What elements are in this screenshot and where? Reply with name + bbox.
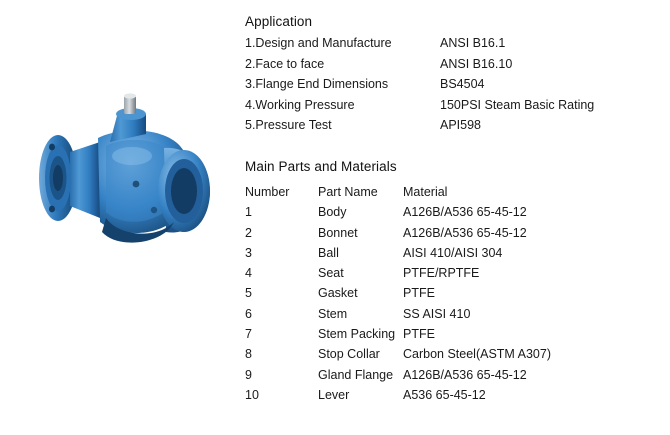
application-value: ANSI B16.10 (440, 56, 513, 71)
application-section-title: Application (245, 14, 313, 29)
part-material: PTFE/RPTFE (403, 266, 480, 281)
part-material: PTFE (403, 286, 435, 301)
application-value: API598 (440, 118, 482, 133)
application-label: 3.Flange End Dimensions (245, 77, 389, 92)
part-material: A536 65-45-12 (403, 387, 486, 402)
part-number: 3 (245, 245, 252, 260)
blue-flanged-ball-valve-photo (14, 90, 226, 280)
table-row (245, 327, 665, 347)
application-table (245, 36, 665, 139)
table-row (245, 307, 665, 327)
part-number: 5 (245, 286, 252, 301)
part-material: A126B/A536 65-45-12 (403, 367, 527, 382)
part-number: 1 (245, 205, 252, 220)
part-material: AISI 410/AISI 304 (403, 245, 503, 260)
specifications-pane (240, 0, 670, 435)
part-name: Ball (318, 245, 339, 260)
table-row (245, 57, 665, 78)
part-material: Carbon Steel(ASTM A307) (403, 347, 551, 362)
column-header-material: Material (403, 185, 448, 199)
application-value: BS4504 (440, 77, 485, 92)
part-material: A126B/A536 65-45-12 (403, 205, 527, 220)
part-number: 9 (245, 367, 252, 382)
application-label: 5.Pressure Test (245, 118, 332, 133)
bonnet-and-stem (110, 93, 146, 142)
table-header-row (245, 185, 665, 205)
part-name: Lever (318, 387, 350, 402)
part-material: A126B/A536 65-45-12 (403, 225, 527, 240)
table-row (245, 77, 665, 98)
part-number: 10 (245, 387, 259, 402)
application-value: ANSI B16.1 (440, 36, 506, 50)
table-row (245, 347, 665, 367)
application-label: 2.Face to face (245, 56, 325, 71)
column-header-part-name: Part Name (318, 185, 378, 199)
part-name: Stem (318, 306, 348, 321)
table-row (245, 36, 665, 57)
part-number: 8 (245, 347, 252, 362)
table-row (245, 368, 665, 388)
part-number: 6 (245, 306, 252, 321)
part-material: SS AISI 410 (403, 306, 471, 321)
part-name: Gland Flange (318, 367, 394, 382)
table-row (245, 226, 665, 246)
part-name: Bonnet (318, 225, 358, 240)
part-name: Gasket (318, 286, 358, 301)
column-header-number: Number (245, 185, 290, 199)
part-material: PTFE (403, 327, 435, 342)
table-row (245, 98, 665, 119)
application-label: 4.Working Pressure (245, 97, 355, 112)
table-row (245, 286, 665, 306)
part-number: 4 (245, 266, 252, 281)
part-name: Seat (318, 266, 344, 281)
main-parts-section-title: Main Parts and Materials (245, 159, 397, 174)
part-number: 2 (245, 225, 252, 240)
right-outlet-flange (158, 148, 210, 233)
table-row (245, 205, 665, 225)
table-row (245, 266, 665, 286)
table-row (245, 388, 665, 408)
table-row (245, 118, 665, 139)
part-number: 7 (245, 327, 252, 342)
part-name: Body (318, 205, 347, 220)
application-value: 150PSI Steam Basic Rating (440, 97, 595, 112)
part-name: Stop Collar (318, 347, 380, 362)
valve-neck (70, 142, 100, 218)
application-label: 1.Design and Manufacture (245, 36, 392, 50)
part-name: Stem Packing (318, 327, 396, 342)
product-image-pane (0, 0, 236, 435)
main-parts-table (245, 185, 665, 408)
table-row (245, 246, 665, 266)
